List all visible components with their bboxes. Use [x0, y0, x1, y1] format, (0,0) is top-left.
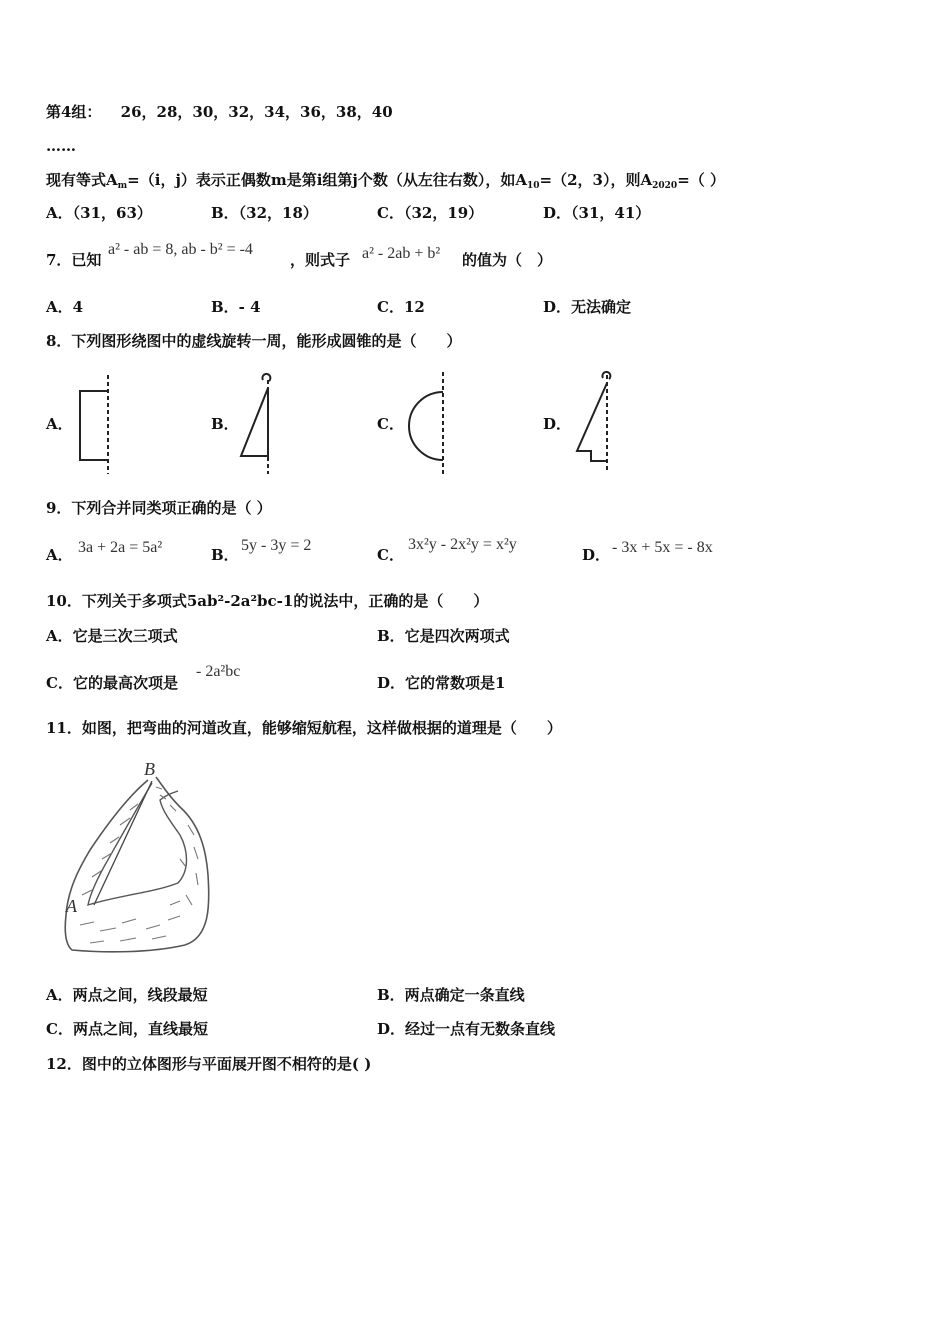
- q6-sub-10: 10: [527, 181, 540, 191]
- q6-text-d: =（ ）: [677, 171, 725, 189]
- q7-suffix: 的值为（ ）: [462, 251, 553, 269]
- group4-numbers: 26，28，30，32，34，36，38，40: [120, 103, 393, 121]
- q9-label-a: A．: [46, 546, 73, 564]
- q6-sub-2020: 2020: [652, 181, 678, 191]
- q7-option-b: B．- 4: [211, 298, 261, 316]
- q9-expr-c: 3x²y - 2x²y = x²y: [408, 536, 517, 553]
- q9-expr-a: 3a + 2a = 5a²: [78, 539, 163, 556]
- q7-mid: ，则式子: [290, 251, 351, 269]
- q8-figure-b: [230, 370, 290, 480]
- q6-option-d: D．（31，41）: [543, 204, 651, 222]
- q8-stem: 8．下列图形绕图中的虚线旋转一周，能形成圆锥的是（ ）: [46, 332, 462, 350]
- q8-figure-a: [70, 370, 120, 480]
- q8-label-a: A．: [46, 415, 73, 433]
- q10-option-a: A．它是三次三项式: [46, 627, 178, 645]
- q10-option-c-expr: - 2a²bc: [196, 663, 241, 680]
- q6-stem: [46, 170, 725, 196]
- q11-option-b: B．两点确定一条直线: [377, 986, 525, 1004]
- q9-stem: 9．下列合并同类项正确的是（ ）: [46, 499, 272, 517]
- q6-text-a: 现有等式A: [46, 171, 118, 189]
- q11-option-a: A．两点之间，线段最短: [46, 986, 208, 1004]
- q10-stem: 10．下列关于多项式5ab²-2a²bc-1的说法中，正确的是（ ）: [46, 592, 489, 610]
- q9-label-d: D．: [582, 546, 611, 564]
- q9-expr-d: - 3x + 5x = - 8x: [612, 539, 713, 556]
- q12-stem: 12．图中的立体图形与平面展开图不相符的是( ): [46, 1055, 372, 1073]
- q6-option-b: B．（32，18）: [211, 204, 318, 222]
- q10-option-d: D．它的常数项是1: [377, 674, 506, 692]
- q8-label-d: D．: [543, 415, 572, 433]
- q9-label-b: B．: [211, 546, 239, 564]
- q10-option-c: C．它的最高次项是: [46, 674, 178, 692]
- q8-label-b: B．: [211, 415, 239, 433]
- ellipsis: ……: [46, 137, 76, 155]
- q11-option-d: D．经过一点有无数条直线: [377, 1020, 556, 1038]
- q7-condition: a² - ab = 8, ab - b² = -4: [108, 241, 253, 258]
- group4-line: [46, 102, 393, 122]
- q7-option-a: A．4: [46, 298, 84, 316]
- q11-label-a: A: [66, 896, 77, 916]
- q11-stem: 11．如图，把弯曲的河道改直，能够缩短航程，这样做根据的道理是（ ）: [46, 719, 562, 737]
- q6-sub-m: m: [117, 181, 128, 191]
- q8-figure-d: [565, 365, 625, 477]
- q6-option-a: A．（31，63）: [46, 204, 152, 222]
- q11-label-b: B: [144, 759, 155, 779]
- q6-option-c: C．（32，19）: [377, 204, 484, 222]
- q7-expression: a² - 2ab + b²: [362, 245, 441, 262]
- q6-text-b: =（i，j）表示正偶数m是第i组第j个数（从左往右数），如A: [127, 171, 528, 189]
- q7-option-d: D．无法确定: [543, 298, 632, 316]
- q8-label-c: C．: [377, 415, 404, 433]
- q9-expr-b: 5y - 3y = 2: [241, 537, 312, 554]
- q9-label-c: C．: [377, 546, 404, 564]
- group4-label: 第4组：: [46, 103, 102, 121]
- q8-figure-c: [400, 368, 460, 478]
- q7-prefix: 7．已知: [46, 251, 102, 269]
- q11-option-c: C．两点之间，直线最短: [46, 1020, 208, 1038]
- q11-river-figure: [60, 755, 220, 960]
- q10-option-b: B．它是四次两项式: [377, 627, 510, 645]
- q6-text-c: =（2，3），则A: [539, 171, 653, 189]
- q7-option-c: C．12: [377, 298, 425, 316]
